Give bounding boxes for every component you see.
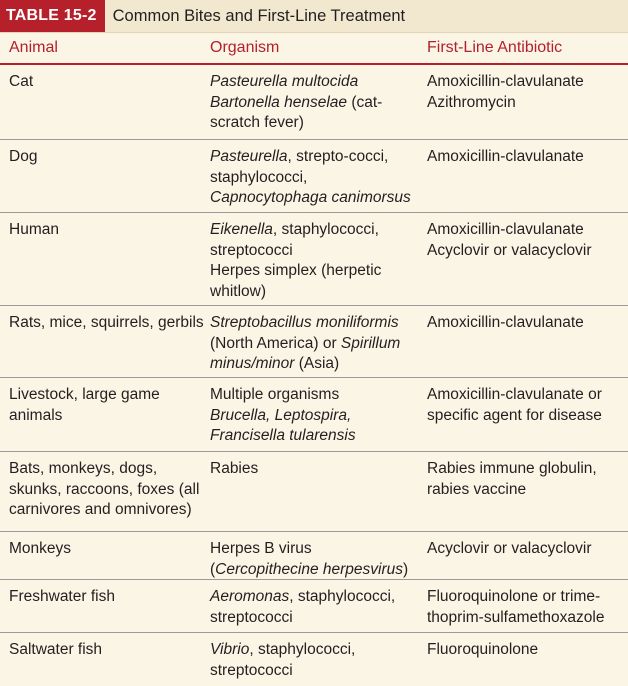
column-header-organism: Organism [210, 39, 280, 56]
cell-antibiotic: Fluoroquinolone [427, 641, 539, 658]
table-row [0, 633, 628, 686]
table-body [0, 65, 628, 686]
cell-organism [210, 459, 419, 531]
cell-animal: Saltwater fish [9, 641, 103, 658]
cell-animal: Cat [9, 73, 34, 90]
cell-animal: Bats, monkeys, dogs, skunks, raccoons, foxes (all carnivores and omnivores) [9, 460, 200, 518]
table-caption: Common Bites and First-Line Treatment [112, 6, 406, 25]
cell-antibiotic: Amoxicillin-clavulanate [427, 148, 584, 165]
organism-italic-text: Cercopithecine herpesvirus [215, 560, 403, 578]
organism-text: Multiple organisms [210, 386, 340, 403]
organism-italic-text: Capnocytophaga canimorsus [210, 189, 411, 206]
cell-antibiotic: Acyclovir or valacyclovir [427, 540, 592, 557]
cell-animal: Monkeys [9, 540, 72, 557]
cell-antibiotic: Rabies immune globulin, rabies vaccine [427, 460, 597, 498]
table-row [0, 65, 628, 140]
organism-text: Herpes B virus ( [210, 540, 312, 578]
organism-italic-text: Vibrio [210, 641, 250, 658]
cell-organism [210, 147, 419, 212]
cell-organism [210, 539, 419, 579]
cell-antibiotic: Fluoroquinolone or trime-thoprim-sulfamethoxazole [427, 588, 605, 626]
organism-text: , staphylococci, streptococci Herpes simplex (herpetic whitlow) [210, 221, 382, 300]
cell-organism [210, 587, 419, 632]
cell-organism [210, 220, 419, 305]
cell-antibiotic: Amoxicillin-clavulanate or specific agent for disease [427, 386, 602, 424]
organism-text: , staphylococci, streptococci [210, 588, 396, 626]
cell-animal: Dog [9, 148, 38, 165]
table-row [0, 378, 628, 452]
cell-organism [210, 640, 419, 686]
organism-text: (cat-scratch fever) [210, 93, 383, 131]
organism-italic-text: Pasteurella multocida [210, 73, 359, 90]
organism-text: ) [403, 560, 409, 578]
cell-animal: Freshwater fish [9, 588, 115, 605]
cell-antibiotic: Amoxicillin-clavulanate [427, 314, 584, 331]
cell-animal: Human [9, 221, 59, 238]
organism-text: (Asia) [294, 355, 340, 372]
table-title-bar [0, 0, 628, 33]
organism-text: , staphylococci, streptococci [210, 641, 356, 679]
table-row [0, 306, 628, 378]
organism-italic-text: Brucella, Leptospira, Francisella tularensis [210, 406, 356, 444]
table-row [0, 532, 628, 580]
organism-text: , strepto-cocci, staphylococci, [210, 148, 389, 186]
cell-animal: Rats, mice, squirrels, gerbils [9, 314, 204, 331]
organism-text: Rabies [210, 460, 259, 477]
cell-antibiotic: Amoxicillin-clavulanate Azithromycin [427, 73, 584, 111]
column-header-animal: Animal [9, 39, 58, 56]
table-number-label: TABLE 15-2 [0, 0, 105, 32]
organism-italic-text: Bartonella henselae [210, 93, 348, 111]
organism-italic-text: Pasteurella [210, 148, 288, 165]
table-row [0, 213, 628, 306]
column-header-antibiotic: First-Line Antibiotic [427, 39, 563, 56]
organism-italic-text: Eikenella [210, 221, 273, 238]
cell-animal: Livestock, large game animals [9, 386, 160, 424]
organism-italic-text: Aeromonas [210, 588, 290, 605]
organism-text: (North America) or [210, 334, 341, 352]
cell-antibiotic: Amoxicillin-clavulanate Acyclovir or valacyclovir [427, 221, 592, 259]
table-row [0, 580, 628, 633]
cell-organism [210, 385, 419, 451]
table-row [0, 452, 628, 532]
table-header [0, 33, 628, 65]
cell-organism [210, 72, 419, 139]
cell-organism [210, 313, 419, 377]
organism-italic-text: Spirillum minus/minor [210, 334, 401, 372]
organism-italic-text: Streptobacillus moniliformis [210, 314, 399, 331]
table-row [0, 140, 628, 213]
